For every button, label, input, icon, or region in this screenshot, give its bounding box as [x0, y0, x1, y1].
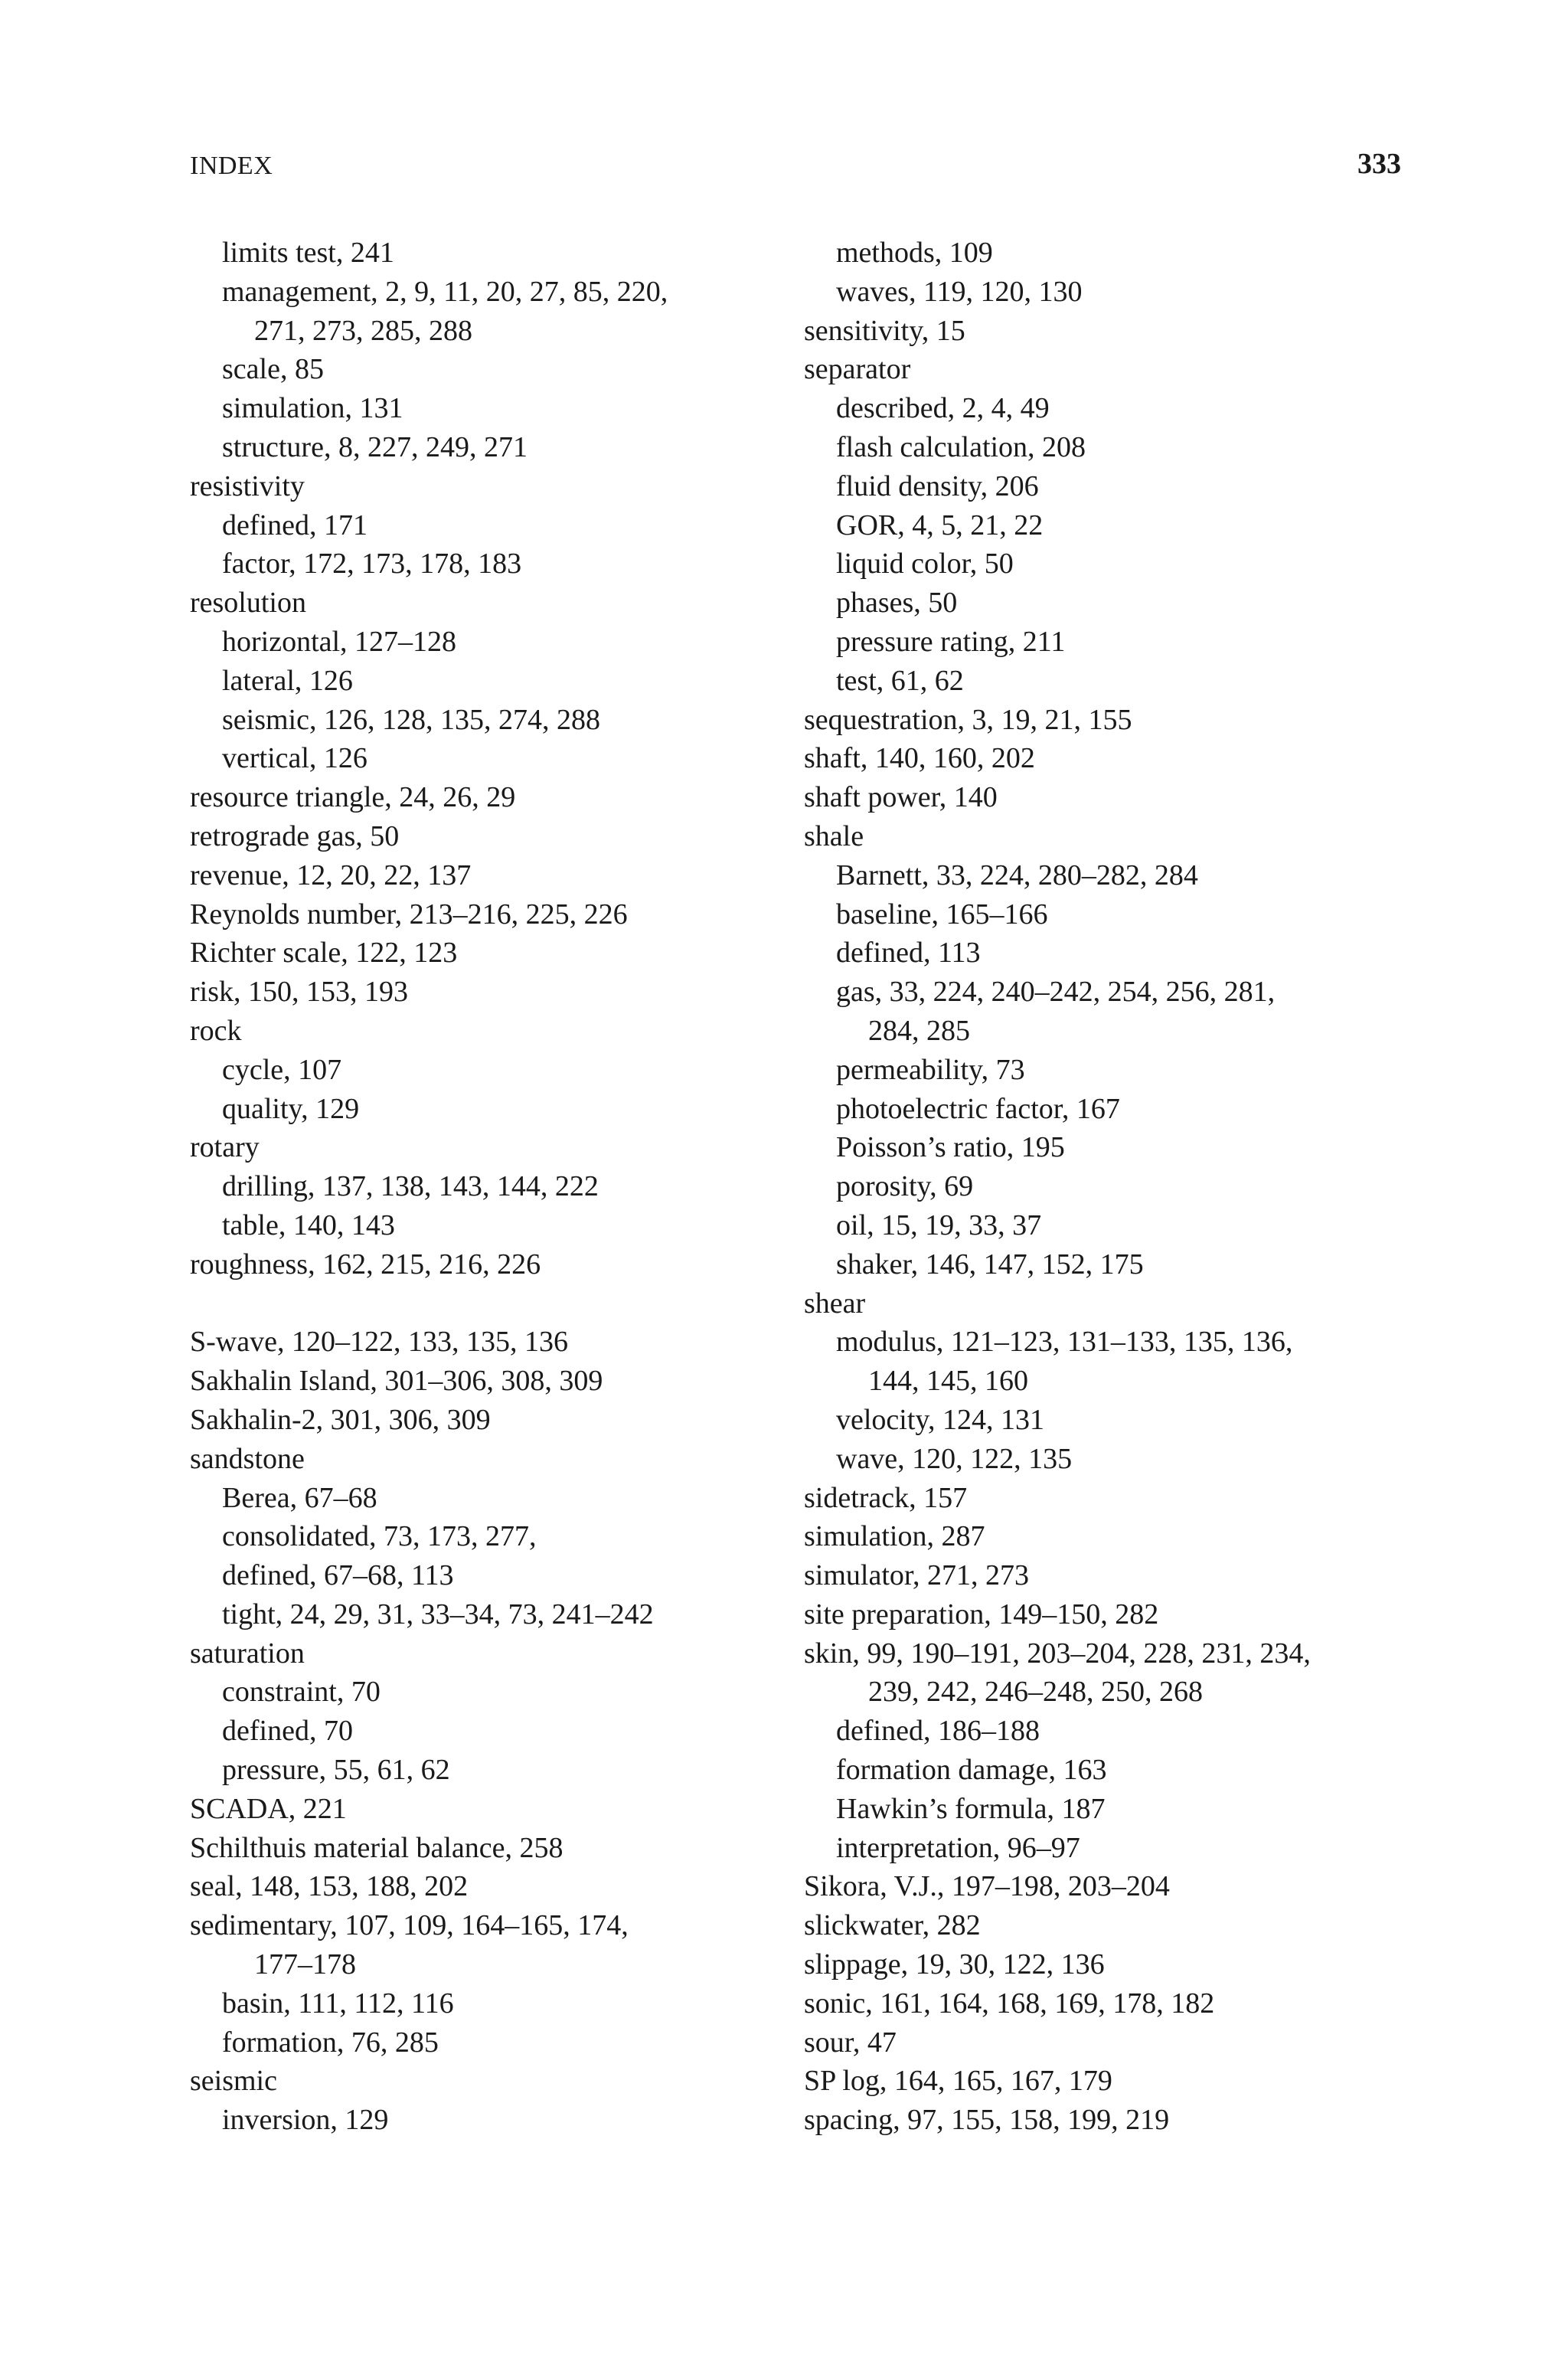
index-subentry: vertical, 126 [222, 742, 368, 775]
index-entry: slippage, 19, 30, 122, 136 [804, 1948, 1105, 1981]
index-entry: rotary [190, 1131, 260, 1164]
index-entry: slickwater, 282 [804, 1909, 981, 1942]
index-subentry: scale, 85 [222, 353, 324, 386]
index-subentry: liquid color, 50 [836, 548, 1014, 581]
index-subentry: drilling, 137, 138, 143, 144, 222 [222, 1170, 599, 1203]
index-subentry: basin, 111, 112, 116 [222, 1987, 454, 2020]
index-subentry: defined, 70 [222, 1715, 353, 1748]
index-subentry: porosity, 69 [836, 1170, 974, 1203]
index-subentry: tight, 24, 29, 31, 33–34, 73, 241–242 [222, 1598, 654, 1630]
index-entry: revenue, 12, 20, 22, 137 [190, 859, 472, 891]
index-entry: Sakhalin Island, 301–306, 308, 309 [190, 1365, 603, 1398]
index-subentry: factor, 172, 173, 178, 183 [222, 548, 522, 581]
index-entry: Sikora, V.J., 197–198, 203–204 [804, 1870, 1170, 1903]
index-entry: roughness, 162, 215, 216, 226 [190, 1248, 541, 1280]
index-subentry: Berea, 67–68 [222, 1481, 377, 1514]
index-entry: resource triangle, 24, 26, 29 [190, 781, 516, 814]
index-subentry: modulus, 121–123, 131–133, 135, 136, [836, 1326, 1293, 1359]
index-entry: shaft power, 140 [804, 781, 998, 814]
index-entry: risk, 150, 153, 193 [190, 976, 408, 1009]
index-subentry: test, 61, 62 [836, 664, 964, 697]
index-subentry: waves, 119, 120, 130 [836, 275, 1083, 308]
index-subentry: simulation, 131 [222, 392, 403, 425]
index-entry: retrograde gas, 50 [190, 819, 400, 852]
index-subentry: consolidated, 73, 173, 277, [222, 1520, 537, 1553]
index-entry: sidetrack, 157 [804, 1481, 968, 1514]
index-subentry: constraint, 70 [222, 1676, 381, 1709]
index-entry: rock [190, 1014, 242, 1047]
index-subentry: defined, 171 [222, 509, 368, 541]
index-column-left [190, 234, 787, 2140]
index-subentry: permeability, 73 [836, 1053, 1025, 1086]
index-entry: SP log, 164, 165, 167, 179 [804, 2065, 1112, 2098]
index-subentry: velocity, 124, 131 [836, 1403, 1044, 1436]
index-entry: shear [804, 1287, 866, 1320]
index-subentry: wave, 120, 122, 135 [836, 1442, 1073, 1475]
index-subentry: interpretation, 96–97 [836, 1831, 1080, 1864]
index-entry: SCADA, 221 [190, 1792, 347, 1825]
index-subentry: fluid density, 206 [836, 469, 1039, 502]
index-entry: separator [804, 353, 911, 386]
index-entry: Sakhalin-2, 301, 306, 309 [190, 1403, 491, 1436]
index-entry: sonic, 161, 164, 168, 169, 178, 182 [804, 1987, 1215, 2020]
index-subentry: shaker, 146, 147, 152, 175 [836, 1248, 1144, 1280]
index-subentry: methods, 109 [836, 237, 993, 269]
index-entry: Schilthuis material balance, 258 [190, 1831, 564, 1864]
index-entry: sandstone [190, 1442, 305, 1475]
index-entry: seal, 148, 153, 188, 202 [190, 1870, 469, 1903]
index-subentry: GOR, 4, 5, 21, 22 [836, 509, 1044, 541]
index-entry: Reynolds number, 213–216, 225, 226 [190, 898, 628, 931]
index-subentry: 284, 285 [868, 1014, 970, 1047]
index-entry: shaft, 140, 160, 202 [804, 742, 1035, 775]
index-subentry: gas, 33, 224, 240–242, 254, 256, 281, [836, 976, 1276, 1009]
index-entry: simulator, 271, 273 [804, 1559, 1030, 1592]
index-subentry: pressure rating, 211 [836, 625, 1066, 658]
index-entry: spacing, 97, 155, 158, 199, 219 [804, 2104, 1170, 2137]
index-subentry: management, 2, 9, 11, 20, 27, 85, 220, [222, 275, 668, 308]
running-head: INDEX [190, 152, 273, 180]
index-subentry: described, 2, 4, 49 [836, 392, 1050, 425]
index-subentry: Barnett, 33, 224, 280–282, 284 [836, 859, 1198, 891]
index-entry: seismic [190, 2065, 277, 2098]
index-entry: simulation, 287 [804, 1520, 985, 1553]
index-entry: sedimentary, 107, 109, 164–165, 174, [190, 1909, 629, 1942]
index-subentry: defined, 67–68, 113 [222, 1559, 454, 1592]
index-subentry: pressure, 55, 61, 62 [222, 1754, 450, 1787]
index-subentry: inversion, 129 [222, 2104, 389, 2137]
index-subentry: formation damage, 163 [836, 1754, 1107, 1787]
index-subentry: flash calculation, 208 [836, 430, 1086, 463]
index-entry: resolution [190, 587, 306, 620]
index-entry: saturation [190, 1637, 305, 1670]
index-subentry: Hawkin’s formula, 187 [836, 1792, 1106, 1825]
index-entry: Richter scale, 122, 123 [190, 937, 458, 970]
index-subentry: limits test, 241 [222, 237, 394, 269]
index-subentry: Poisson’s ratio, 195 [836, 1131, 1065, 1164]
index-subentry: 271, 273, 285, 288 [254, 314, 472, 347]
index-subentry: oil, 15, 19, 33, 37 [836, 1209, 1042, 1241]
index-subentry: baseline, 165–166 [836, 898, 1048, 931]
index-entry: S-wave, 120–122, 133, 135, 136 [190, 1326, 568, 1359]
index-entry: sensitivity, 15 [804, 314, 965, 347]
index-subentry: table, 140, 143 [222, 1209, 395, 1241]
section-gap [190, 1284, 787, 1323]
index-subentry: quality, 129 [222, 1092, 360, 1125]
index-subentry: phases, 50 [836, 587, 958, 620]
index-subentry: photoelectric factor, 167 [836, 1092, 1120, 1125]
index-column-right [804, 234, 1401, 2140]
index-subentry: seismic, 126, 128, 135, 274, 288 [222, 703, 600, 736]
index-subentry: structure, 8, 227, 249, 271 [222, 430, 528, 463]
index-subentry: 239, 242, 246–248, 250, 268 [868, 1676, 1203, 1709]
page-number: 333 [1357, 148, 1401, 180]
index-entry: skin, 99, 190–191, 203–204, 228, 231, 234, [804, 1637, 1311, 1670]
index-subentry: cycle, 107 [222, 1053, 342, 1086]
index-subentry: 144, 145, 160 [868, 1365, 1028, 1398]
index-entry: shale [804, 819, 864, 852]
index-entry: resistivity [190, 469, 305, 502]
index-subentry: defined, 186–188 [836, 1715, 1040, 1748]
index-subentry: defined, 113 [836, 937, 981, 970]
index-entry: site preparation, 149–150, 282 [804, 1598, 1159, 1630]
index-subentry: horizontal, 127–128 [222, 625, 457, 658]
index-entry: sour, 47 [804, 2026, 897, 2059]
index-subentry: 177–178 [254, 1948, 356, 1981]
index-subentry: lateral, 126 [222, 664, 353, 697]
index-subentry: formation, 76, 285 [222, 2026, 439, 2059]
index-entry: sequestration, 3, 19, 21, 155 [804, 703, 1132, 736]
